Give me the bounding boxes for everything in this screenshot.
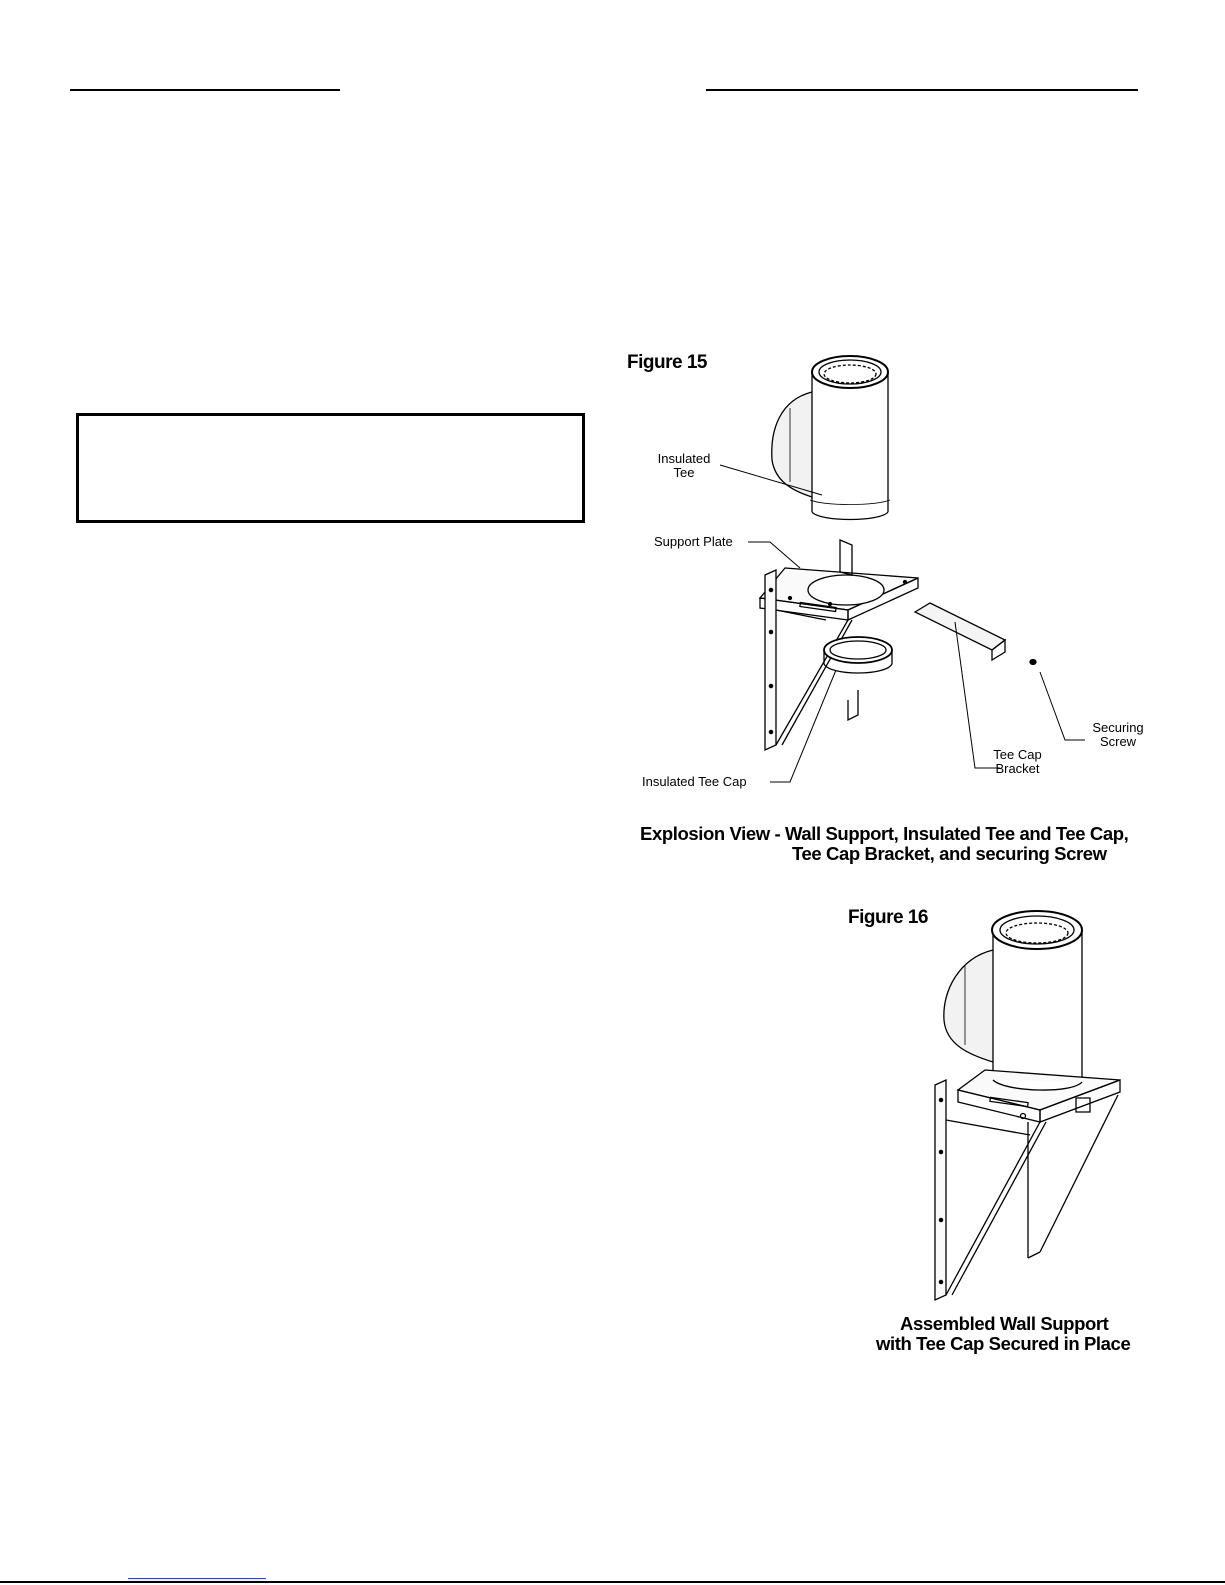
footer-rule xyxy=(0,1581,1225,1583)
figure-16-caption-line-2: with Tee Cap Secured in Place xyxy=(876,1333,1131,1354)
footer-link-underline[interactable] xyxy=(128,1578,266,1579)
label-securing-screw: Securing Screw xyxy=(1092,720,1144,749)
figure-16-caption-line-1: Assembled Wall Support xyxy=(900,1313,1109,1334)
assembled-tee-drawing xyxy=(944,911,1082,1085)
figure-16-title: Figure 16 xyxy=(848,907,928,928)
assembled-support-drawing xyxy=(935,1070,1120,1300)
label-insulated-tee-cap: Insulated Tee Cap xyxy=(642,774,747,789)
figure-15-caption-line-1: Explosion View - Wall Support, Insulated Tee and Tee Cap, xyxy=(640,823,1129,844)
figure-15-title: Figure 15 xyxy=(627,352,707,373)
figure-15-caption-line-2: Tee Cap Bracket, and securing Screw xyxy=(792,843,1107,864)
label-support-plate: Support Plate xyxy=(654,534,733,549)
label-insulated-tee: Insulated Tee xyxy=(657,451,711,480)
label-tee-cap-bracket: Tee Cap Bracket xyxy=(993,747,1042,776)
